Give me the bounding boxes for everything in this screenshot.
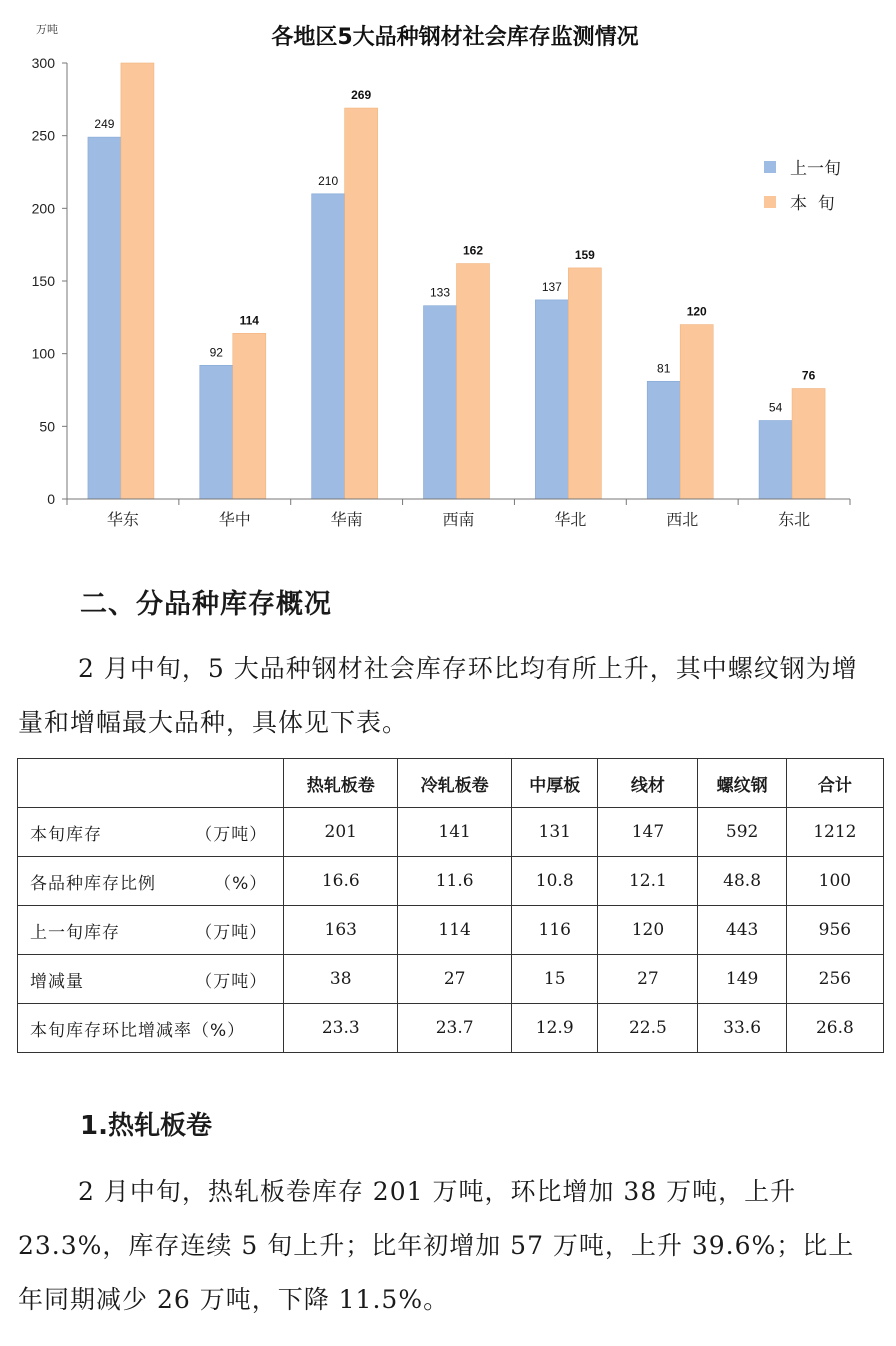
bar-current-华南 [345, 108, 378, 499]
row-label-cell [18, 906, 284, 955]
row-label-cell [18, 955, 284, 1004]
table-cell: 12.9 [512, 1004, 598, 1053]
table-cell: 956 [786, 906, 883, 955]
section-intro-paragraph [18, 642, 878, 750]
table-cell: 11.6 [398, 857, 512, 906]
chart-unit-label: 万吨 [36, 24, 58, 36]
row-label: 增减量 [30, 971, 84, 992]
table-row [18, 857, 884, 906]
table-cell: 33.6 [698, 1004, 786, 1053]
x-tick-label: 华东 [106, 510, 139, 529]
table-cell: 141 [398, 808, 512, 857]
hot-rolled-text: 2 月中旬，热轧板卷库存 201 万吨，环比增加 38 万吨，上升 23.3%，库存连续 5 旬上升；比年初增加 57 万吨，上升 39.6%；比上年同期减少 26 万吨，下降 11.5%。 [18, 1177, 855, 1314]
table-header-cell: 线材 [598, 759, 698, 808]
table-row [18, 808, 884, 857]
table-header-row [18, 759, 884, 808]
data-label: 54 [768, 400, 783, 415]
data-label: 249 [94, 117, 115, 132]
data-label: 137 [541, 279, 562, 294]
regional-inventory-bar-chart [0, 0, 896, 545]
table-cell: 15 [512, 955, 598, 1004]
bar-current-西北 [680, 325, 713, 499]
data-label: 76 [801, 368, 816, 383]
table-cell: 149 [698, 955, 786, 1004]
row-label-cell [18, 808, 284, 857]
bar-current-华东 [121, 63, 154, 499]
bar-current-东北 [792, 389, 825, 499]
y-tick-label: 150 [31, 273, 55, 289]
y-tick-label: 0 [47, 491, 55, 507]
table-cell: 201 [284, 808, 398, 857]
table-cell: 131 [512, 808, 598, 857]
y-axis [32, 55, 67, 507]
x-tick-label: 华中 [218, 510, 251, 529]
data-label: 159 [574, 247, 595, 262]
x-tick-label: 东北 [778, 510, 811, 529]
table-cell: 100 [786, 857, 883, 906]
bar-previous-东北 [759, 421, 792, 499]
row-label: 上一旬库存 [30, 922, 120, 943]
table-cell: 256 [786, 955, 883, 1004]
section-heading-varieties: 二、分品种库存概况 [80, 589, 332, 620]
bar-marks [88, 63, 825, 499]
bar-current-华中 [233, 333, 266, 499]
bar-previous-华南 [312, 194, 345, 499]
table-cell: 27 [398, 955, 512, 1004]
table-cell: 114 [398, 906, 512, 955]
table-header-blank [18, 759, 284, 808]
bar-previous-西北 [647, 381, 680, 499]
table-cell: 16.6 [284, 857, 398, 906]
y-tick-label: 100 [31, 345, 55, 362]
table-header-cell: 热轧板卷 [284, 759, 398, 808]
table-cell: 120 [598, 906, 698, 955]
x-tick-label: 华南 [330, 510, 363, 529]
table-header-cell: 中厚板 [512, 759, 598, 808]
data-label: 133 [429, 285, 451, 300]
x-tick-label: 西北 [666, 510, 699, 529]
data-label: 269 [351, 88, 372, 103]
bar-previous-华北 [535, 300, 568, 499]
bar-current-西南 [457, 264, 490, 499]
table-cell: 48.8 [698, 857, 786, 906]
intro-text: 2 月中旬，5 大品种钢材社会库存环比均有所上升，其中螺纹钢为增量和增幅最大品种，具体见下表。 [18, 654, 858, 737]
table-header-cell: 螺纹钢 [698, 759, 786, 808]
table-cell: 116 [512, 906, 598, 955]
table-row [18, 955, 884, 1004]
x-tick-label: 华北 [554, 510, 587, 529]
table-header-cell: 冷轧板卷 [398, 759, 512, 808]
table-row [18, 1004, 884, 1053]
table-cell: 38 [284, 955, 398, 1004]
legend-label: 本 旬 [790, 194, 835, 214]
table-cell: 27 [598, 955, 698, 1004]
table-row [18, 906, 884, 955]
y-tick-label: 50 [39, 418, 55, 435]
subsection-heading-hot-rolled: 1.热轧板卷 [80, 1111, 212, 1141]
table-cell: 163 [284, 906, 398, 955]
bar-previous-西南 [424, 306, 457, 499]
row-label-cell [18, 857, 284, 906]
x-axis [67, 499, 850, 529]
data-label: 162 [462, 243, 484, 258]
y-tick-label: 250 [31, 127, 55, 144]
row-label: 本旬库存 [30, 824, 102, 845]
row-label: 本旬库存环比增减率（%） [30, 1020, 246, 1041]
data-label: 92 [209, 345, 223, 360]
row-unit: （万吨） [195, 922, 268, 943]
table-cell: 1212 [786, 808, 883, 857]
table-cell: 592 [698, 808, 786, 857]
chart-legend [764, 159, 841, 214]
table-cell: 443 [698, 906, 786, 955]
bar-current-华北 [568, 268, 601, 499]
y-tick-label: 300 [31, 55, 55, 71]
bar-previous-华东 [88, 137, 121, 499]
table-cell: 22.5 [598, 1004, 698, 1053]
legend-swatch [764, 161, 776, 173]
table-header-cell: 合计 [786, 759, 883, 808]
row-label-cell [18, 1004, 284, 1053]
row-label: 各品种库存比例 [30, 873, 156, 894]
data-label: 120 [686, 304, 707, 319]
hot-rolled-paragraph [18, 1165, 878, 1327]
row-unit: （万吨） [195, 824, 268, 845]
table-cell: 26.8 [786, 1004, 883, 1053]
inventory-table [17, 758, 884, 1053]
row-unit: （%） [214, 873, 268, 894]
data-label: 114 [239, 313, 259, 328]
chart-title: 各地区5大品种钢材社会库存监测情况 [271, 25, 639, 50]
table-cell: 10.8 [512, 857, 598, 906]
bar-previous-华中 [200, 365, 233, 499]
legend-swatch [764, 196, 776, 208]
data-label: 81 [657, 361, 671, 376]
x-tick-label: 西南 [442, 510, 475, 529]
row-unit: （万吨） [195, 971, 268, 992]
table-cell: 12.1 [598, 857, 698, 906]
legend-label: 上一旬 [790, 159, 841, 179]
y-tick-label: 200 [31, 200, 55, 217]
data-label: 210 [318, 173, 339, 188]
table-cell: 23.3 [284, 1004, 398, 1053]
table-cell: 23.7 [398, 1004, 512, 1053]
table-cell: 147 [598, 808, 698, 857]
